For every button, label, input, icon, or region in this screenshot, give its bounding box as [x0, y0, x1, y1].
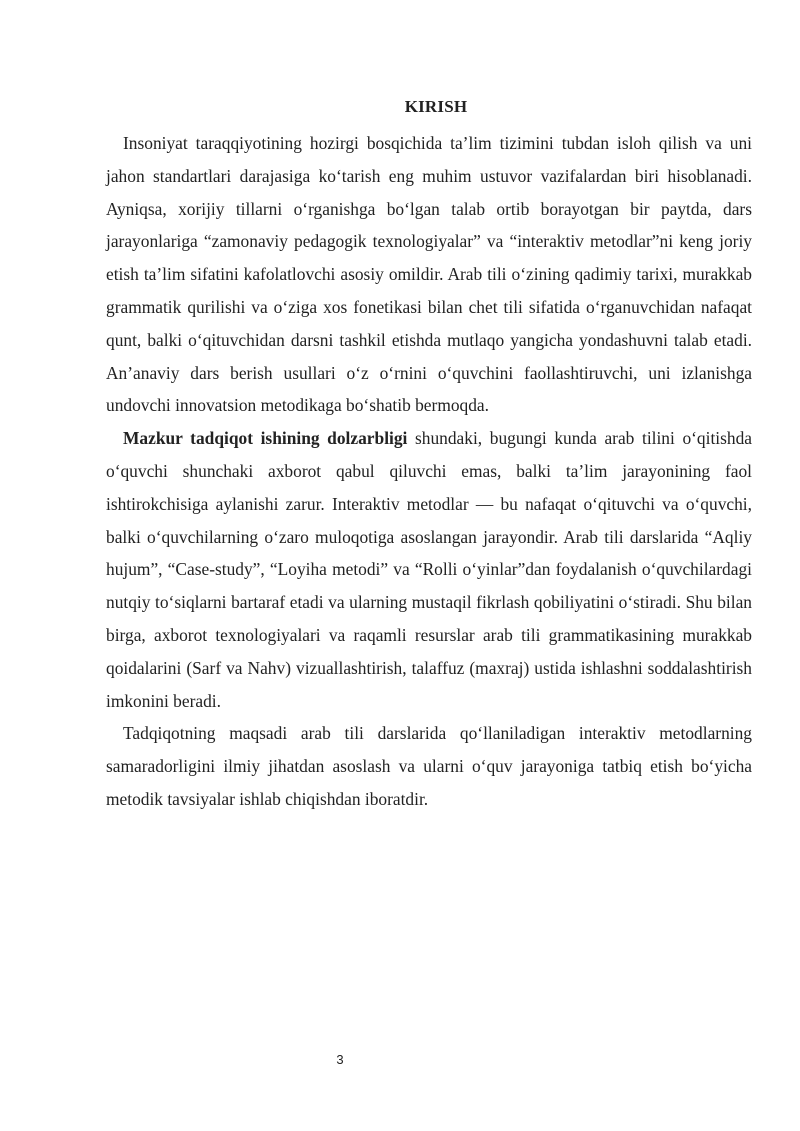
- paragraph-introduction: Insoniyat taraqqiyotining hozirgi bosqichida ta’lim tizimini tubdan isloh qilish va uni jahon standartlari darajasiga ko‘tarish eng muhim ustuvor vazifalardan biri hisoblanadi. Ayniqsa, xorijiy tillarni o‘rganishga bo‘lgan talab ortib borayotgan bir paytda, dars jarayonlariga “zamonaviy pedagogik texnologiyalar” va “interaktiv metodlar”ni keng joriy etish ta’lim sifatini kafolatlovchi asosiy omildir. Arab tili o‘zining qadimiy tarixi, murakkab grammatik qurilishi va o‘ziga xos fonetikasi bilan chet tili sifatida o‘rganuvchidan nafaqat qunt, balki o‘qituvchidan darsni tashkil etishda mutlaqo yangicha yondashuvni talab etadi. An’anaviy dars berish usullari o‘z o‘rnini o‘quvchini faollashtiruvchi, uni izlanishga undovchi innovatsion metodikaga bo‘shatib bermoqda.: [106, 133, 752, 416]
- paragraph-relevance: [106, 422, 752, 717]
- relevance-heading: Mazkur tadqiqot ishining dolzarbligi: [123, 428, 408, 449]
- body-text: [106, 127, 752, 816]
- relevance-text: shundaki, bugungi kunda arab tilini o‘qitishda o‘quvchi shunchaki axborot qabul qiluvchi emas, balki ta’lim jarayonining faol ishtirokchisiga aylanishi zarur. Interaktiv metodlar — bu nafaqat o‘qituvchi va o‘quvchi, balki o‘quvchilarning o‘zaro muloqotiga asoslangan jarayondir. Arab tili darslarida “Aqliy hujum”, “Case-study”, “Loyiha metodi” va “Rolli o‘yinlar”dan foydalanish o‘quvchilardagi nutqiy to‘siqlarni bartaraf etadi va ularning mustaqil fikrlash qobiliyatini o‘stiradi. Shu bilan birga, axborot texnologiyalari va raqamli resurslar arab tili grammatikasining murakkab qoidalarini (Sarf va Nahv) vizuallashtirish, talaffuz (maxraj) ustida ishlashni soddalashtirish imkonini beradi.: [106, 428, 752, 711]
- section-title: KIRISH: [404, 97, 468, 116]
- page-number: 3: [336, 1052, 344, 1067]
- paragraph-goal: Tadqiqotning maqsadi arab tili darslarida qo‘llaniladigan interaktiv metodlarning samaradorligini ilmiy jihatdan asoslash va ularni o‘quv jarayoniga tatbiq etish bo‘yicha metodik tavsiyalar ishlab chiqishdan iboratdir.: [106, 723, 752, 809]
